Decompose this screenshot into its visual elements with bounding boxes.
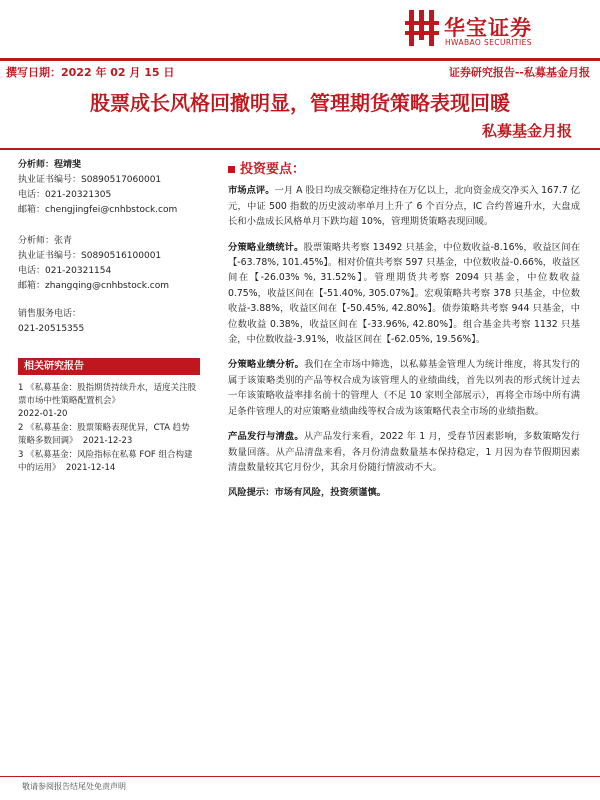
highlights-heading	[228, 162, 580, 177]
huabao-logo-icon	[404, 8, 440, 48]
analyst-email[interactable]: 邮箱：zhangqing@cnhbstock.com	[18, 281, 170, 291]
analyst-email[interactable]: 邮箱：chengjingfei@cnhbstock.com	[18, 205, 178, 215]
disclaimer-note: 敬请参阅报告结尾处免责声明	[22, 782, 126, 791]
analyst-name: 分析师：张青	[18, 236, 73, 246]
related-report-date: 2022-01-20	[18, 409, 68, 419]
highlight-paragraph	[228, 240, 580, 348]
paragraph-body: 我们在全市场中筛选，以私募基金管理人为统计维度，将其发行的属于该策略类别的产品等权合成为该管理人的业绩曲线，首先以列表的形式统计过去一年该策略收益率排名前十的管理人（不足 10 家则全部展示），再将全市场中所有满足条件管理人的对应策略业绩曲线等权合成为该策略代表全市场的业绩指数。	[228, 359, 580, 417]
related-report-item[interactable]	[18, 449, 198, 475]
related-report-item[interactable]	[18, 422, 198, 448]
paragraph-lead: 分策略业绩统计。	[228, 241, 304, 253]
risk-warning: 风险提示：市场有风险，投资须谨慎。	[228, 487, 387, 499]
related-reports-list	[18, 382, 198, 476]
highlight-paragraph	[228, 357, 580, 419]
analyst-phone: 电话：021-20321305	[18, 190, 112, 200]
paragraph-body: 股票策略共考察 13492 只基金，中位数收益-8.16%，收益区间在【-63.78%, 101.45%】。相对价值共考察 597 只基金，中位数收益-0.66%，收益区间在【-26.03% %, 31.52%】。管理期货共考察 2094 只基金，中位数收益 0.75%，收益区间在【-51.40%, 305.07%】。宏观策略共考察 378 只基金，中位数收益-3.88%，收益区间在【-50.45%, 42.80%】。债券策略共考察 944 只基金，中位数收益 0.38%，收益区间在【-33.96%, 42.80%】。组合基金共考察 1132 只基金，中位数收益-3.91%，收益区间在【-62.05%, 19.56%】。	[228, 241, 580, 346]
report-date: 撰写日期：2022 年 02 月 15 日	[6, 66, 175, 79]
report-series: 证券研究报告--私募基金月报	[448, 66, 590, 79]
header-rule	[0, 58, 600, 61]
related-report-title: 2 《私募基金：股票策略表现优异，CTA 趋势策略多数回调》	[18, 423, 190, 446]
paragraph-lead: 分策略业绩分析。	[228, 359, 305, 371]
footer-rule	[0, 776, 600, 777]
paragraph-lead: 产品发行与清盘。	[228, 431, 304, 443]
analyst-phone: 电话：021-20321154	[18, 266, 112, 276]
logo-english-name: HWABAO SECURITIES	[445, 38, 532, 47]
highlight-paragraph	[228, 183, 580, 229]
paragraph-body: 一月 A 股日均成交额稳定维持在万亿以上，北向资金成交净买入 167.7 亿元，中证 500 指数的历史波动率单月上升了 6 个百分点，IC 合约普遍升水，大盘成长和小盘成长风格单月下跌均超 10%，管理期货策略表现回暖。	[228, 185, 580, 228]
title-rule	[0, 148, 600, 150]
report-subtitle: 私募基金月报	[481, 122, 572, 140]
highlight-paragraph	[228, 429, 580, 475]
analyst-cert: 执业证书编号：S0890517060001	[18, 175, 162, 185]
related-report-item[interactable]	[18, 382, 198, 421]
report-title: 股票成长风格回撤明显，管理期货策略表现回暖	[90, 91, 510, 115]
related-report-title: 3 《私募基金：风险指标在私募 FOF 组合构建中的运用》	[18, 450, 193, 473]
sales-phone: 021-20515355	[18, 324, 85, 334]
analyst-cert: 执业证书编号：S0890516100001	[18, 251, 162, 261]
paragraph-lead: 市场点评。	[228, 185, 275, 197]
analyst-name: 分析师：程靖斐	[18, 160, 82, 170]
related-report-title: 1 《私募基金：股指期货持续升水，适度关注股票市场中性策略配置机会》	[18, 383, 197, 406]
highlights-heading-text: 投资要点：	[240, 162, 306, 177]
related-report-date: 2021-12-14	[65, 463, 116, 473]
investment-highlights	[228, 162, 580, 501]
analyst-block	[18, 234, 198, 294]
company-logo	[404, 8, 579, 48]
logo-chinese-name: 华宝证券	[444, 16, 532, 40]
analyst-info	[18, 158, 198, 337]
sales-label: 销售服务电话：	[18, 309, 82, 319]
related-reports-heading: 相关研究报告	[18, 358, 200, 375]
square-bullet-icon	[228, 166, 235, 173]
related-report-date: 2021-12-23	[82, 436, 133, 446]
paragraph-body: 从产品发行来看，2022 年 1 月，受春节因素影响，多数策略发行数量回落。从产品清盘来看，各月份清盘数量基本保持稳定，1 月因为春节假期因素清盘数量较其它月份少，其余月份随行情波动不大。	[228, 431, 580, 473]
analyst-block	[18, 158, 198, 218]
